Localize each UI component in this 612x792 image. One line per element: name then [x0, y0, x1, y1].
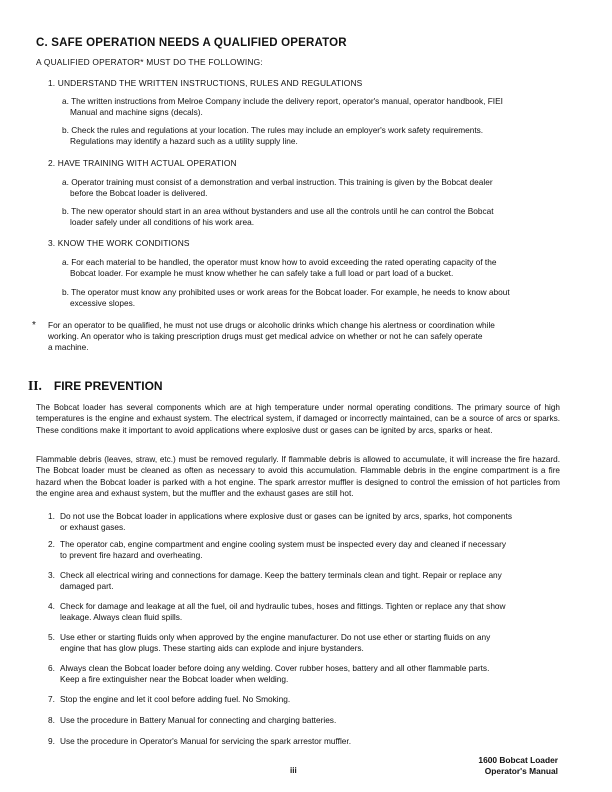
section-ii-heading	[28, 378, 163, 394]
footer-line2: Operator's Manual	[484, 766, 558, 776]
fire-list-item-9: 9. Use the procedure in Operator's Manual for servicing the spark arrestor muffler.	[48, 736, 352, 746]
section-ii-title: FIRE PREVENTION	[53, 379, 163, 393]
fire-list-item-1: 1. Do not use the Bobcat loader in applications where explosive dust or gases can be ignited by arcs, sparks, hot components or exhaust gases.	[48, 511, 512, 533]
item-3b-line1: b. The operator must know any prohibited uses or work areas for the Bobcat loader. For example, he needs to know about	[62, 287, 510, 297]
item-2b	[62, 206, 572, 228]
fire-list-item-4: 4. Check for damage and leakage at all the fuel, oil and hydraulic tubes, hoses and fittings. Tighten or replace any that show leakage. Always clean fluid spills.	[48, 601, 506, 623]
item-3a-line1: a. For each material to be handled, the operator must know how to avoid exceeding the rated operating capacity of the	[62, 257, 497, 267]
item-3a-line2: Bobcat loader. For example he must know whether he can safely take a full load or part load of a bucket.	[70, 268, 454, 278]
footnote-line1: For an operator to be qualified, he must not use drugs or alcoholic drinks which change his alertness or coordination while	[48, 320, 495, 330]
item-3a	[62, 257, 572, 279]
fire-list-item-3: 3. Check all electrical wiring and connections for damage. Keep the battery terminals clean and tight. Repair or replace any damaged part.	[48, 570, 502, 592]
item-3b	[62, 287, 572, 309]
footer-line1: 1600 Bobcat Loader	[478, 755, 558, 765]
fire-list-item-6: 6. Always clean the Bobcat loader before doing any welding. Cover rubber hoses, battery and all other flammable parts. Keep a fire extinguisher near the Bobcat loader when welding.	[48, 663, 490, 685]
fire-list-item-8: 8. Use the procedure in Battery Manual for connecting and charging batteries.	[48, 715, 337, 725]
footnote-line2: working. An operator who is taking prescription drugs must get medical advice on whether or not he can safely operate	[48, 331, 483, 341]
section-ii-roman: II.	[28, 378, 42, 393]
page-number: iii	[290, 766, 297, 775]
item-2b-line2: loader safely under all conditions of his work area.	[70, 217, 255, 227]
fire-list-item-5: 5. Use ether or starting fluids only when approved by the engine manufacturer. Do not use ether or starting fluids on any engine that has glow plugs. These starting aids can explode and injure bystanders.	[48, 632, 491, 654]
item-1b-line2: Regulations may identify a hazard such as a utility supply line.	[70, 136, 298, 146]
item-1-heading: 1. UNDERSTAND THE WRITTEN INSTRUCTIONS, RULES AND REGULATIONS	[48, 78, 363, 88]
fire-list-item-7: 7. Stop the engine and let it cool before adding fuel. No Smoking.	[48, 694, 291, 704]
item-2a-line2: before the Bobcat loader is delivered.	[70, 188, 208, 198]
item-1b	[62, 125, 572, 147]
item-1b-line1: b. Check the rules and regulations at your location. The rules may include an employer's work safety requirements.	[62, 125, 484, 135]
item-1a-line1: a. The written instructions from Melroe Company include the delivery report, operator's manual, operator handbook, FIEI	[62, 96, 503, 106]
footnote-line3: a machine.	[48, 342, 89, 352]
footer-title	[478, 755, 558, 777]
section-c-title: C. SAFE OPERATION NEEDS A QUALIFIED OPERATOR	[36, 37, 347, 49]
fire-prevention-para-1: The Bobcat loader has several components which are at high temperature under normal operating conditions. The primary source of high temperatures is the engine and exhaust system. The electrical system, if damaged or incorrectly maintained, can be a source of arcs or sparks. These conditions make it important to avoid applications where explosive dust or gases can be ignited by arcs, sparks or heat.	[36, 403, 560, 435]
item-3b-line2: excessive slopes.	[70, 298, 136, 308]
item-2-heading: 2. HAVE TRAINING WITH ACTUAL OPERATION	[48, 158, 237, 168]
footnote	[48, 320, 560, 353]
fire-list-item-2: 2. The operator cab, engine compartment and engine cooling system must be inspected every day and cleaned if necessary to prevent fire hazard and overheating.	[48, 539, 506, 561]
section-c-intro: A QUALIFIED OPERATOR* MUST DO THE FOLLOWING:	[36, 57, 263, 67]
item-2a-line1: a. Operator training must consist of a demonstration and verbal instruction. This training is given by the Bobcat dealer	[62, 177, 493, 187]
item-3-heading: 3. KNOW THE WORK CONDITIONS	[48, 238, 190, 248]
footnote-mark: *	[32, 320, 36, 331]
item-1a-line2: Manual and machine signs (decals).	[70, 107, 203, 117]
fire-prevention-para-2: Flammable debris (leaves, straw, etc.) must be removed regularly. If flammable debris is allowed to accumulate, it will increase the fire hazard. The Bobcat loader must be cleaned as often as necessary to avoid this accumulation. Flammable debris in the engine compartment is a fire hazard when the Bobcat loader is parked with a hot engine. The spark arrestor muffler is designed to control the emission of hot particles from the engine area and exhaust system, but the muffler and the exhaust gases are still hot.	[36, 455, 560, 498]
item-1a	[62, 96, 572, 118]
item-2b-line1: b. The new operator should start in an area without bystanders and use all the controls until he can control the Bobcat	[62, 206, 494, 216]
item-2a	[62, 177, 572, 199]
